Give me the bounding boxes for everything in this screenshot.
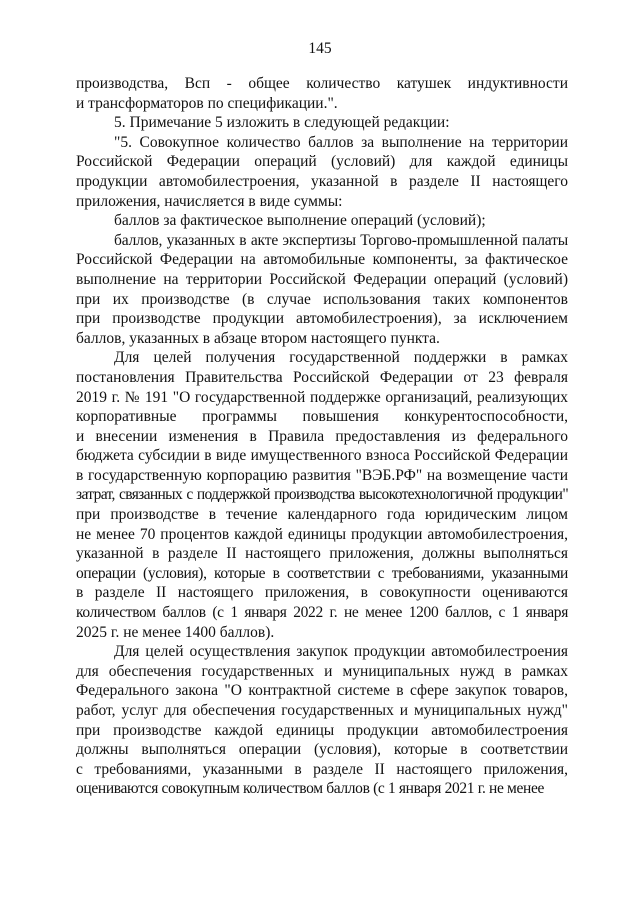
text-line: при их производстве (в случае использования таких компонентов — [76, 290, 568, 308]
text-line: 2019 г. № 191 "О государственной поддержке организаций, реализующих — [76, 388, 568, 406]
paragraph — [76, 133, 568, 211]
text-line: указанной в разделе II настоящего приложения, должны выполняться — [76, 545, 568, 563]
text-line: 2025 г. не менее 1400 баллов). — [76, 623, 275, 641]
text-line: 5. Примечание 5 изложить в следующей редакции: — [114, 114, 450, 132]
text-line: "5. Совокупное количество баллов за выполнение на территории — [114, 133, 568, 151]
text-line: Федерального закона "О контрактной системе в сфере закупок товаров, — [76, 682, 568, 700]
text-line: и трансформаторов по спецификации.". — [76, 94, 338, 112]
paragraph — [76, 113, 568, 133]
text-line: постановления Правительства Российской Федерации от 23 февраля — [76, 368, 568, 386]
text-line: Российской Федерации операций (условий) для каждой единицы — [76, 153, 568, 171]
text-line: и внесении изменения в Правила предоставления из федерального — [76, 427, 568, 445]
text-line: корпоративные программы повышения конкурентоспособности, — [76, 408, 568, 426]
paragraph — [76, 642, 568, 799]
text-line: Для целей получения государственной поддержки в рамках — [114, 349, 568, 367]
paragraph — [76, 74, 568, 113]
text-line: баллов, указанных в абзаце втором настоящего пункта. — [76, 329, 440, 347]
text-line: баллов за фактическое выполнение операций (условий); — [114, 212, 486, 230]
text-line: в разделе II настоящего приложения, в совокупности оцениваются — [76, 584, 568, 602]
text-line: приложения, начисляется в виде суммы: — [76, 192, 343, 210]
text-line: количеством баллов (с 1 января 2022 г. не менее 1200 баллов, с 1 января — [76, 604, 568, 622]
text-line: Российской Федерации на автомобильные компоненты, за фактическое — [76, 251, 568, 269]
text-line: производства, Всп - общее количество катушек индуктивности — [76, 75, 568, 92]
text-line: с требованиями, указанными в разделе II настоящего приложения, — [76, 760, 568, 778]
text-line: оцениваются совокупным количеством баллов (с 1 января 2021 г. не менее — [76, 780, 545, 798]
text-line: при производстве в течение календарного года юридическим лицом — [76, 506, 568, 524]
page-number: 145 — [308, 40, 332, 57]
text-line: продукции автомобилестроения, указанной в разделе II настоящего — [76, 172, 568, 190]
text-line: выполнение на территории Российской Федерации операций (условий) — [76, 270, 568, 288]
text-line: в государственную корпорацию развития "ВЭБ.РФ" на возмещение части — [76, 466, 568, 484]
text-line: не менее 70 процентов каждой единицы продукции автомобилестроения, — [76, 525, 568, 543]
text-line: бюджета субсидии в виде имущественного взноса Российской Федерации — [76, 447, 568, 465]
text-line: работ, услуг для обеспечения государственных и муниципальных нужд" — [76, 702, 568, 719]
text-line: затрат, связанных с поддержкой производства высокотехнологичной продукции" — [76, 486, 568, 504]
text-line: при производстве каждой единицы продукции автомобилестроения — [76, 721, 568, 739]
text-line: Для целей осуществления закупок продукции автомобилестроения — [114, 643, 568, 661]
text-line: баллов, указанных в акте экспертизы Торгово-промышленной палаты — [114, 231, 568, 249]
document-body — [76, 74, 568, 799]
paragraph — [76, 211, 568, 231]
text-line: при производстве продукции автомобилестроения), за исключением — [76, 310, 568, 328]
text-line: должны выполняться операции (условия), которые в соответствии — [76, 741, 568, 759]
text-line: операции (условия), которые в соответствии с требованиями, указанными — [76, 564, 568, 582]
text-line: для обеспечения государственных и муниципальных нужд в рамках — [76, 662, 568, 680]
paragraph — [76, 231, 568, 349]
paragraph — [76, 348, 568, 642]
